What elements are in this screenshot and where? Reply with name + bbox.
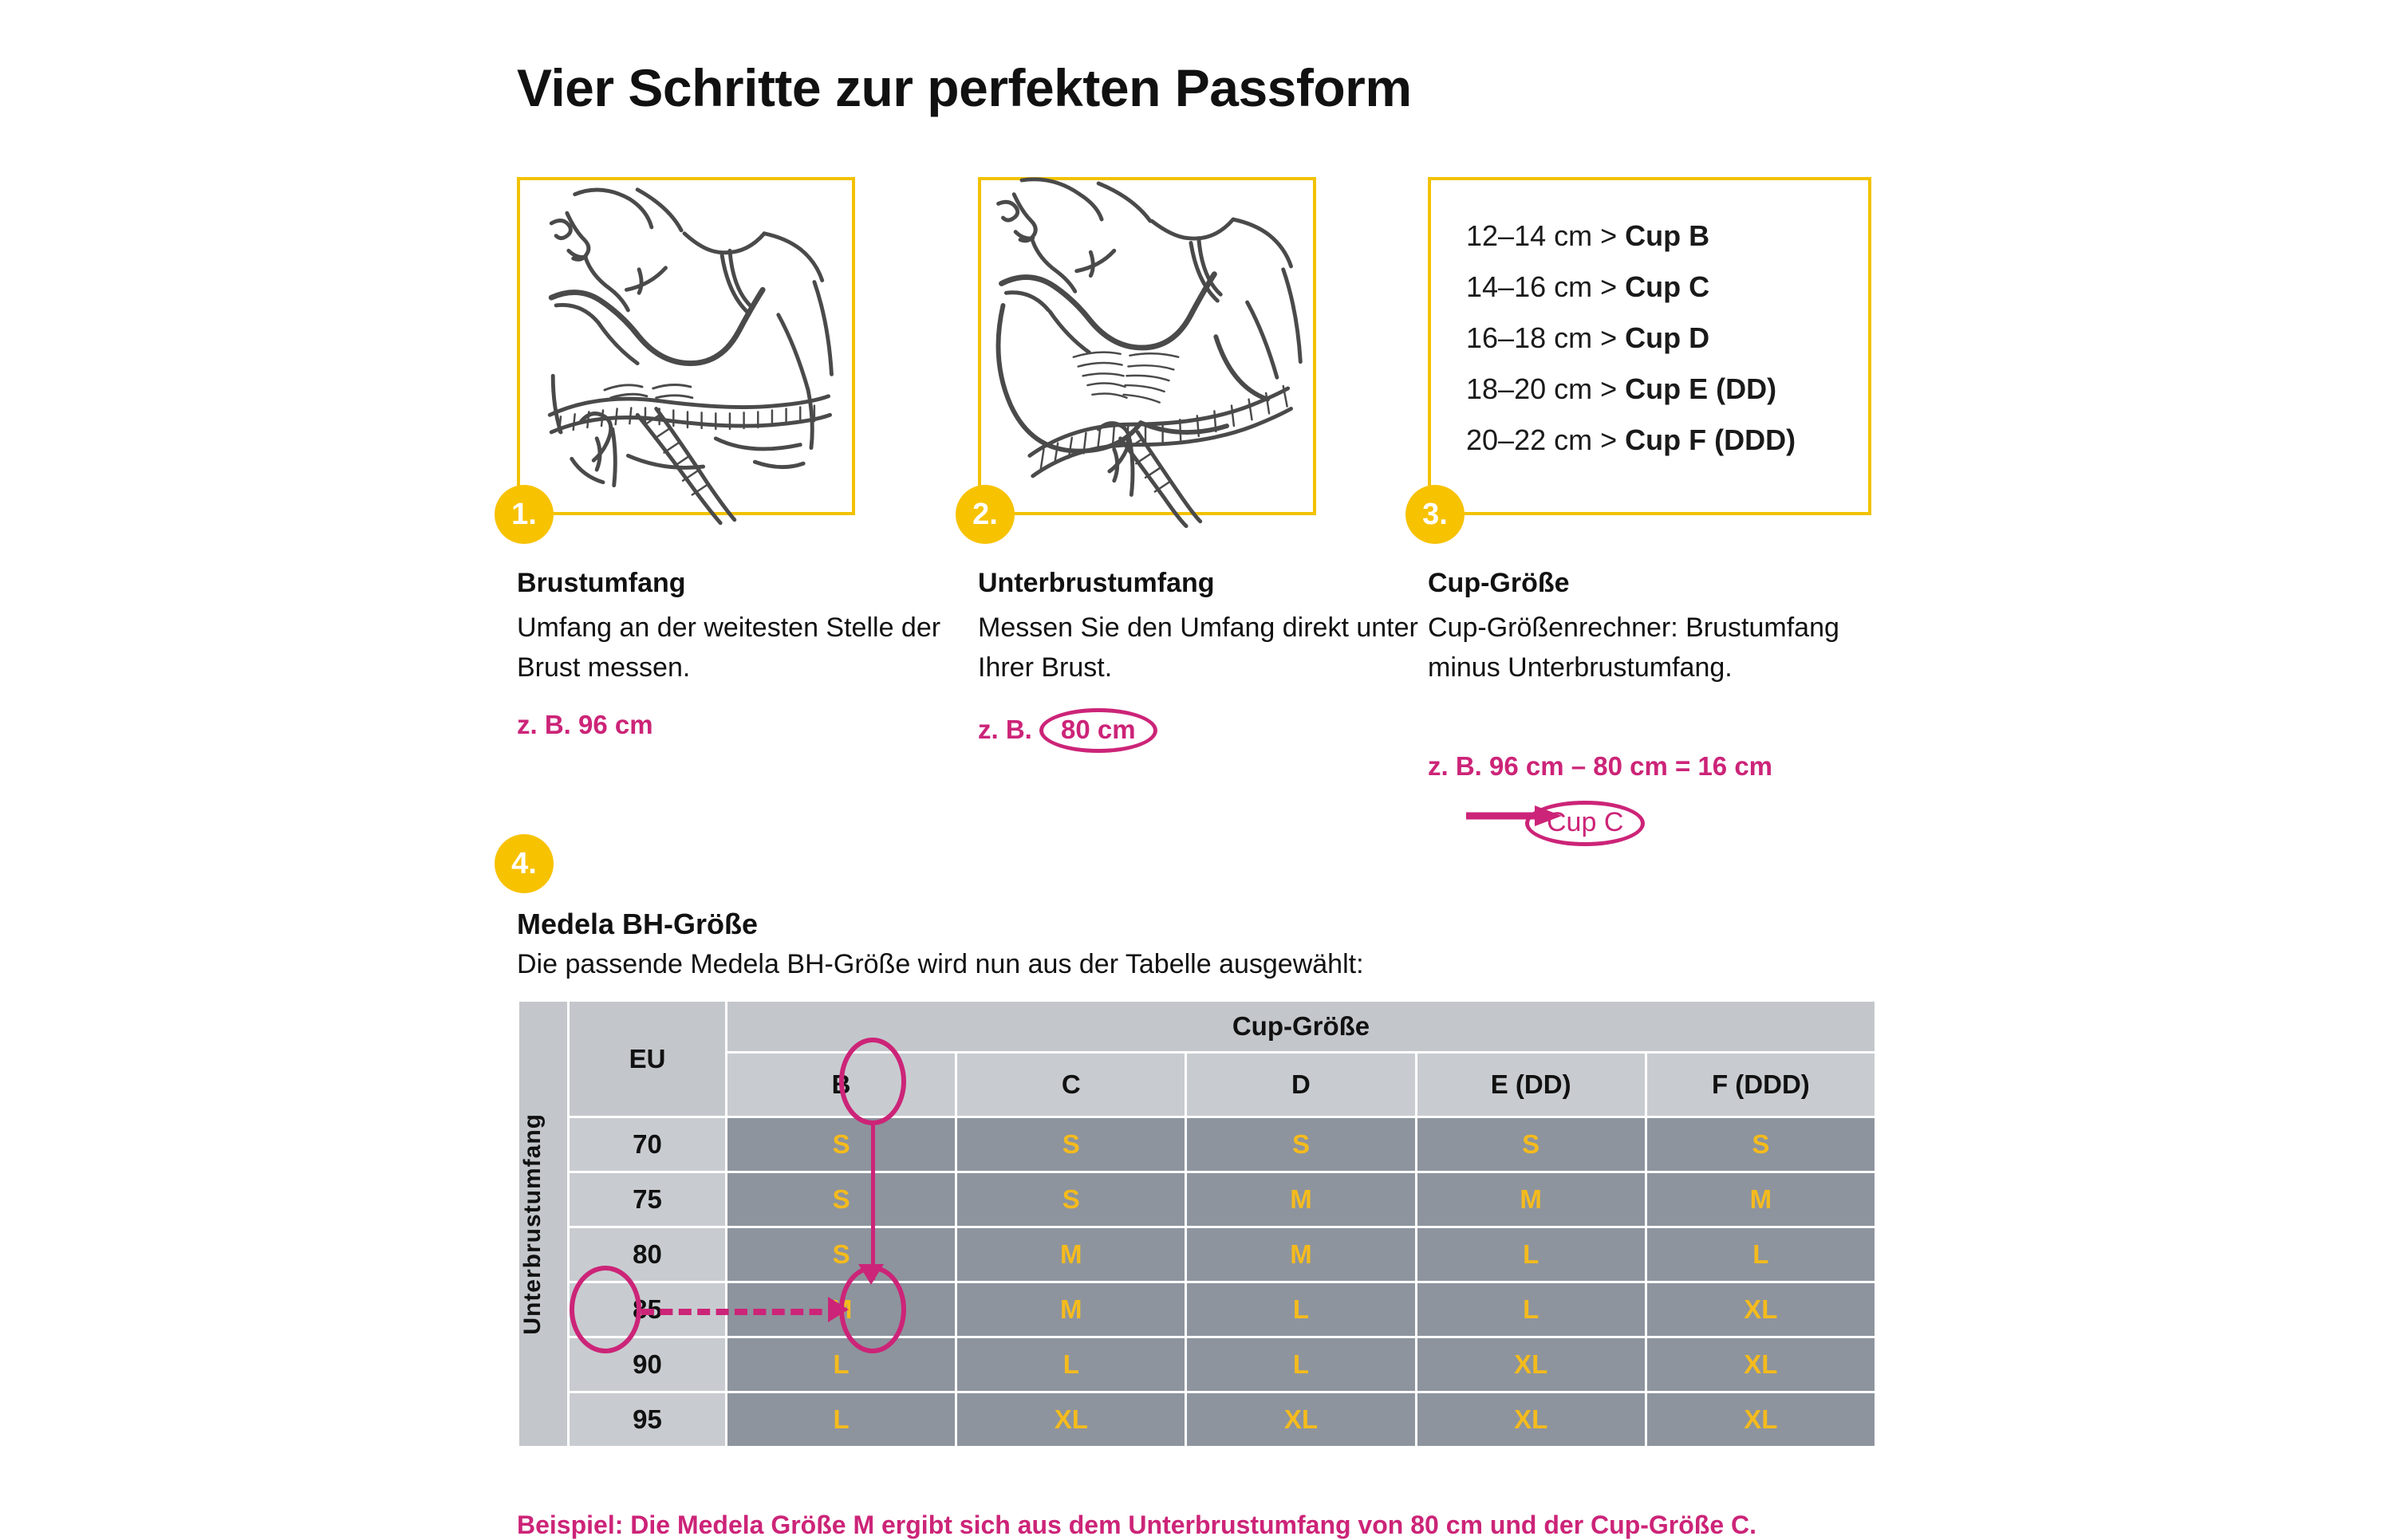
- cup-range-sep: >: [1600, 372, 1618, 405]
- cup-column-header-b: B: [727, 1053, 956, 1117]
- bust-measurement-illustration: [520, 180, 852, 512]
- cup-size-range-box: [1428, 177, 1871, 515]
- step-3-result: [1525, 801, 1645, 846]
- cup-range-cup: Cup B: [1625, 219, 1710, 252]
- cup-range-value: 18–20 cm: [1466, 372, 1593, 405]
- step-2-badge: 2.: [956, 485, 1015, 544]
- step-4-subtitle: Die passende Medela BH-Größe wird nun aus der Tabelle ausgewählt:: [517, 949, 1364, 979]
- cup-range-value: 16–18 cm: [1466, 321, 1593, 354]
- size-cell: XL: [1416, 1392, 1646, 1447]
- cup-column-header-e: E (DD): [1416, 1053, 1646, 1117]
- size-cell: M: [1416, 1172, 1646, 1227]
- table-header-row-1: [518, 1001, 1876, 1053]
- size-table: [517, 999, 1877, 1448]
- size-cell: S: [1646, 1117, 1875, 1172]
- step-2-example-prefix: z. B.: [978, 715, 1032, 744]
- table-row: [518, 1392, 1876, 1447]
- step-3-result-highlight: Cup C: [1525, 801, 1645, 846]
- eu-value: 80: [569, 1227, 727, 1282]
- cup-range-value: 12–14 cm: [1466, 219, 1593, 252]
- size-cell: L: [1416, 1282, 1646, 1337]
- size-cell: S: [956, 1117, 1186, 1172]
- step-2-illustration: [978, 177, 1316, 515]
- size-cell: XL: [956, 1392, 1186, 1447]
- row-axis-header: [518, 1001, 569, 1447]
- size-table-wrapper: [517, 999, 1877, 1498]
- step-1-body: Umfang an der weitesten Stelle der Brust messen.: [517, 612, 941, 683]
- cup-column-header-d: D: [1186, 1053, 1416, 1117]
- cup-range-value: 20–22 cm: [1466, 423, 1593, 456]
- highlight-dashed-connector: [641, 1309, 841, 1315]
- page-title: Vier Schritte zur perfekten Passform: [517, 58, 1412, 117]
- cup-range-sep: >: [1600, 321, 1618, 354]
- step-1-example: z. B. 96 cm: [517, 710, 653, 739]
- highlight-arrow-down-icon: [858, 1264, 884, 1285]
- eu-header: EU: [569, 1001, 727, 1117]
- eu-value: 70: [569, 1117, 727, 1172]
- step-2-body: Messen Sie den Umfang direkt unter Ihrer Brust.: [978, 612, 1418, 683]
- step-1-heading: Brustumfang: [517, 568, 686, 598]
- size-cell: M: [1186, 1227, 1416, 1282]
- step-2-example: [978, 708, 1157, 753]
- cup-range-cup: Cup E (DD): [1625, 372, 1777, 405]
- highlight-arrow-right-icon: [828, 1297, 849, 1322]
- cup-range-row: [1466, 262, 1868, 313]
- eu-value: 95: [569, 1392, 727, 1447]
- size-cell: M: [1186, 1172, 1416, 1227]
- cup-range-row: [1466, 313, 1868, 364]
- size-cell: XL: [1646, 1337, 1875, 1392]
- size-cell: S: [727, 1227, 956, 1282]
- table-row: [518, 1337, 1876, 1392]
- cup-range-cup: Cup D: [1625, 321, 1710, 354]
- highlight-vertical-connector: [871, 1121, 875, 1280]
- step-3-example: z. B. 96 cm – 80 cm = 16 cm: [1428, 751, 1773, 781]
- step-3-body: Cup-Größenrechner: Brustumfang minus Unterbrustumfang.: [1428, 612, 1839, 683]
- size-cell: S: [1416, 1117, 1646, 1172]
- size-cell: L: [1186, 1282, 1416, 1337]
- step-4-badge: 4.: [495, 834, 554, 893]
- cup-range-value: 14–16 cm: [1466, 270, 1593, 303]
- eu-value: 85: [569, 1282, 727, 1337]
- size-cell: L: [956, 1337, 1186, 1392]
- cup-range-sep: >: [1600, 219, 1618, 252]
- size-cell: XL: [1646, 1392, 1875, 1447]
- step-1-illustration: [517, 177, 855, 515]
- size-cell: L: [1186, 1337, 1416, 1392]
- size-cell: M: [956, 1227, 1186, 1282]
- step-2-example-highlight: 80 cm: [1039, 708, 1157, 753]
- size-cell: L: [727, 1392, 956, 1447]
- size-cell: S: [956, 1172, 1186, 1227]
- size-cell: L: [1646, 1227, 1875, 1282]
- size-cell: L: [1416, 1227, 1646, 1282]
- size-cell: M: [956, 1282, 1186, 1337]
- size-cell: XL: [1186, 1392, 1416, 1447]
- underbust-measurement-illustration: [981, 180, 1313, 512]
- cup-range-sep: >: [1600, 423, 1618, 456]
- cup-range-row: [1466, 364, 1868, 415]
- size-cell: M: [727, 1282, 956, 1337]
- row-axis-label: Unterbrustumfang: [519, 1113, 546, 1335]
- step-1-badge: 1.: [495, 485, 554, 544]
- table-row: [518, 1117, 1876, 1172]
- size-cell: L: [727, 1337, 956, 1392]
- step-3-badge: 3.: [1405, 485, 1465, 544]
- size-cell: M: [1646, 1172, 1875, 1227]
- step-2-heading: Unterbrustumfang: [978, 568, 1215, 598]
- table-row: [518, 1227, 1876, 1282]
- size-cell: S: [727, 1117, 956, 1172]
- example-caption: Beispiel: Die Medela Größe M ergibt sich aus dem Unterbrustumfang von 80 cm und der Cup-Größe C.: [517, 1510, 1757, 1539]
- size-cell: XL: [1416, 1337, 1646, 1392]
- table-row: [518, 1172, 1876, 1227]
- cup-range-sep: >: [1600, 270, 1618, 303]
- step-4-heading: Medela BH-Größe: [517, 908, 759, 940]
- cup-column-header-c: C: [956, 1053, 1186, 1117]
- size-cell: XL: [1646, 1282, 1875, 1337]
- cup-group-header: Cup-Größe: [727, 1001, 1876, 1053]
- cup-column-header-f: F (DDD): [1646, 1053, 1875, 1117]
- cup-range-cup: Cup C: [1625, 270, 1710, 303]
- size-cell: S: [727, 1172, 956, 1227]
- cup-range-row: [1466, 415, 1868, 466]
- eu-value: 90: [569, 1337, 727, 1392]
- step-3-heading: Cup-Größe: [1428, 568, 1570, 598]
- eu-value: 75: [569, 1172, 727, 1227]
- cup-range-row: [1466, 211, 1868, 262]
- size-cell: S: [1186, 1117, 1416, 1172]
- cup-range-cup: Cup F (DDD): [1625, 423, 1796, 456]
